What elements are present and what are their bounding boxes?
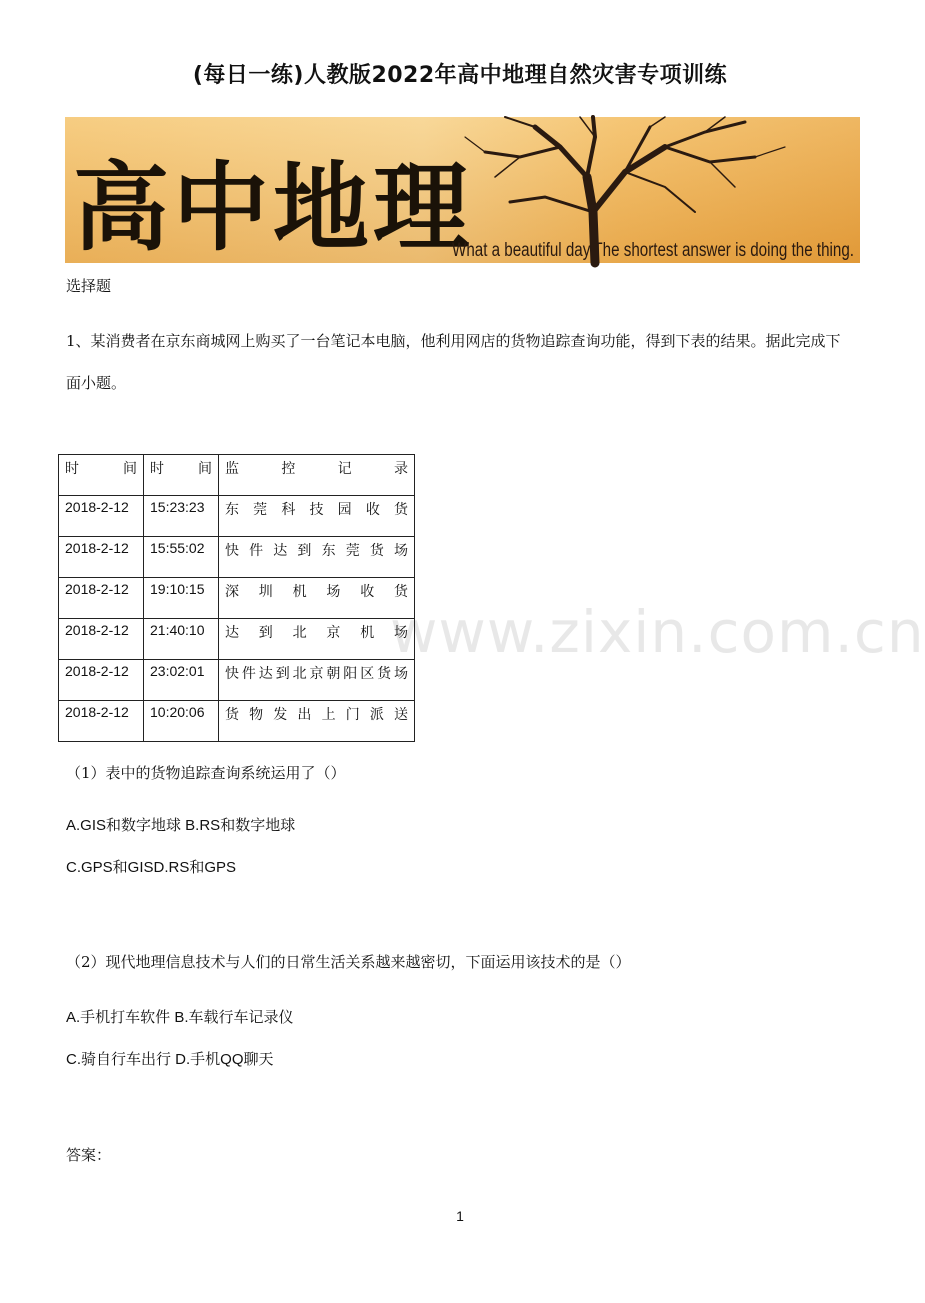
tracking-table [58,454,415,742]
table-cell-date: 2018-2-12 [59,496,144,537]
table-row [59,537,415,578]
page-number: 1 [456,1208,464,1224]
header-banner-image [65,117,860,263]
sub-question-2: （2）现代地理信息技术与人们的日常生活关系越来越密切，下面运用该技术的是（） [66,953,631,971]
banner-heading: 高中地理 [73,151,473,264]
table-cell-date: 2018-2-12 [59,537,144,578]
table-cell-time: 10:20:06 [144,701,219,742]
table-cell-record: 货物发出上门派送 [219,701,415,742]
table-cell-time: 23:02:01 [144,660,219,701]
answer-label: 答案： [66,1146,112,1164]
question-1-stem: 1、某消费者在京东商城网上购买了一台笔记本电脑，他利用网店的货物追踪查询功能，得到下表的结果。据此完成下面小题。 [66,332,841,392]
table-cell-date: 2018-2-12 [59,619,144,660]
sub-question-1: （1）表中的货物追踪查询系统运用了（） [66,764,346,782]
sub-question-1-options-ab: A.GIS和数字地球 B.RS和数字地球 [66,817,296,834]
table-row [59,578,415,619]
table-row [59,660,415,701]
table-cell-record: 东莞科技园收货 [219,496,415,537]
table-cell-time: 15:23:23 [144,496,219,537]
table-cell-date: 2018-2-12 [59,701,144,742]
table-row [59,701,415,742]
table-cell-time: 21:40:10 [144,619,219,660]
section-label: 选择题 [66,277,112,295]
table-header-cell: 时间 [144,455,219,496]
table-cell-record: 达到北京机场 [219,619,415,660]
table-row [59,619,415,660]
table-header-row [59,455,415,496]
table-header-cell: 时间 [59,455,144,496]
table-cell-record: 深圳机场收货 [219,578,415,619]
watermark: www.zixin.com.cn [390,598,925,666]
table-row [59,496,415,537]
table-cell-date: 2018-2-12 [59,578,144,619]
table-cell-record: 快件达到东莞货场 [219,537,415,578]
table-header-cell: 监控记录 [219,455,415,496]
table-cell-time: 19:10:15 [144,578,219,619]
sub-question-2-options-ab: A.手机打车软件 B.车载行车记录仪 [66,1009,294,1026]
banner-slogan: What a beautiful day.The shortest answer is doing the thing. [452,240,854,261]
document-title: (每日一练)人教版2022年高中地理自然灾害专项训练 [192,63,728,88]
table-cell-date: 2018-2-12 [59,660,144,701]
table-cell-time: 15:55:02 [144,537,219,578]
sub-question-2-options-cd: C.骑自行车出行 D.手机QQ聊天 [66,1051,274,1068]
sub-question-1-options-cd: C.GPS和GISD.RS和GPS [66,859,237,876]
table-cell-record: 快件达到北京朝阳区货场 [219,660,415,701]
